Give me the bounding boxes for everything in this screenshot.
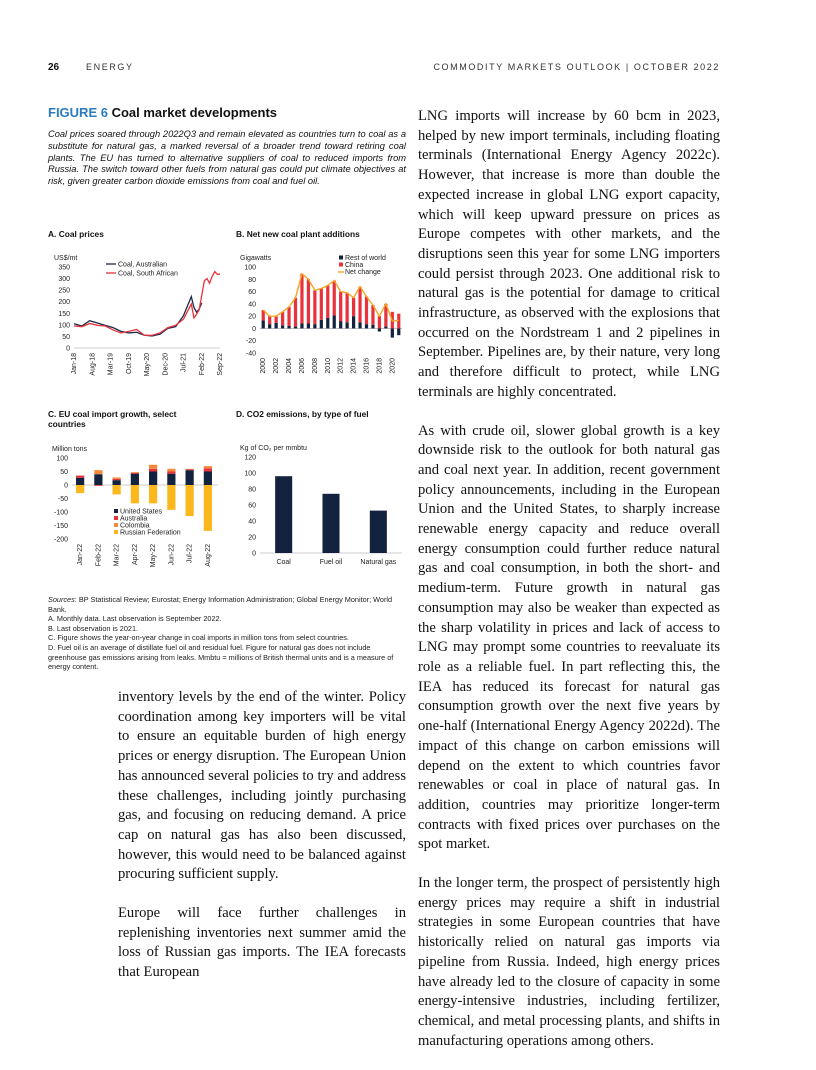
x-tick-label: May-20 <box>144 353 151 377</box>
note-c: C. Figure shows the year-on-year change in coal imports in million tons from select countries. <box>48 633 349 643</box>
y-tick-label: 150 <box>58 310 70 318</box>
bar-china <box>281 312 284 326</box>
chart-b-plant-additions <box>226 250 411 385</box>
legend-label: United States <box>120 508 163 516</box>
x-tick-label: Mar-22 <box>113 544 121 567</box>
bar-colombia <box>186 469 194 470</box>
bar-china <box>339 292 342 321</box>
y-tick-label: 0 <box>252 550 256 558</box>
bar-colombia <box>204 466 212 468</box>
bar-fuel-oil <box>322 494 339 553</box>
chart-d-co2 <box>226 442 411 577</box>
bar-rest-of-world <box>352 316 355 328</box>
x-tick-label: Natural gas <box>360 559 397 566</box>
y-tick-label: 40 <box>248 518 256 526</box>
x-tick-label: 2016 <box>363 358 371 374</box>
x-tick-label: Aug-22 <box>204 544 212 567</box>
bar-united-states <box>76 478 84 485</box>
y-tick-label: 120 <box>244 454 256 462</box>
legend-label: Rest of world <box>345 255 386 262</box>
sources-label: Sources <box>48 595 75 604</box>
legend-label: Coal, Australian <box>118 261 168 269</box>
y-axis-label: Kg of CO₂ per mmbtu <box>240 445 307 452</box>
x-tick-label: 2004 <box>286 358 294 374</box>
y-tick-label: 50 <box>62 333 70 341</box>
y-axis-label: Million tons <box>52 446 88 453</box>
bar-rest-of-world <box>378 328 381 331</box>
x-tick-label: 2010 <box>324 358 332 374</box>
x-tick-label: 2018 <box>376 358 384 374</box>
bar-russian-federation <box>113 485 121 494</box>
bar-china <box>313 290 316 324</box>
bar-china <box>365 296 368 324</box>
bar-china <box>378 316 381 328</box>
bar-china <box>294 298 297 327</box>
x-tick-label: 2012 <box>337 358 345 374</box>
bar-russian-federation <box>131 485 139 503</box>
x-tick-label: Aug-18 <box>89 353 97 376</box>
bar-rest-of-world <box>346 322 349 328</box>
bar-rest-of-world <box>391 328 394 337</box>
legend-swatch <box>339 263 343 267</box>
figure-description: Coal prices soared through 2022Q3 and remain elevated as countries turn to coal as a substitute for natural gas, a marked reversal of a broader trend toward retiring coal plants. The EU has turned to alternative suppliers of coal to reduced imports from Russia. The switch toward other fuels from natural gas could put climate objectives at risk, given greater carbon dioxide emissions from coal and fuel oil. <box>48 129 406 187</box>
bar-australia <box>94 485 102 486</box>
bar-china <box>307 279 310 323</box>
y-tick-label: 50 <box>60 469 68 476</box>
legend-label: Russian Federation <box>120 529 181 537</box>
bar-rest-of-world <box>268 324 271 328</box>
y-tick-label: 60 <box>248 502 256 510</box>
x-tick-label: Fuel oil <box>319 559 343 566</box>
sources-text: : BP Statistical Review; Eurostat; Energy Information Administration; Global Energy Monitor; World Bank. <box>48 595 393 614</box>
x-tick-label: Jul-22 <box>186 544 194 564</box>
y-tick-label: 0 <box>64 482 68 490</box>
bar-russian-federation <box>76 485 84 493</box>
bar-united-states <box>167 474 175 485</box>
x-tick-label: Jan-18 <box>71 353 78 375</box>
y-tick-label: -150 <box>53 523 68 530</box>
y-tick-label: 250 <box>58 287 70 295</box>
bar-united-states <box>186 470 194 485</box>
x-tick-label: Jan-22 <box>77 544 85 566</box>
legend-label: China <box>345 262 364 269</box>
bar-russian-federation <box>149 485 157 503</box>
y-tick-label: 100 <box>58 322 70 330</box>
note-b: B. Last observation is 2021. <box>48 623 139 633</box>
bar-rest-of-world <box>397 328 400 335</box>
paragraph: inventory levels by the end of the winter. Policy coordination among key importers will be vital to ensure an equitable burden of high energy prices or energy disruption. The European Union has announced several policies to try and address these challenges, including jointly purchasing gas, and focusing on reducing demand. A price cap on natural gas has also been discussed, however, this would need to be balanced against procuring sufficient supply. <box>118 689 406 883</box>
bar-russian-federation <box>204 485 212 531</box>
legend-label: Coal, South African <box>118 270 178 278</box>
bar-rest-of-world <box>333 316 336 329</box>
bar-china <box>300 274 303 324</box>
bar-china <box>320 289 323 320</box>
bar-united-states <box>113 480 121 485</box>
figure-title <box>48 105 277 120</box>
bar-colombia <box>149 465 157 469</box>
legend-label: Net change <box>345 269 381 276</box>
bar-colombia <box>94 470 102 474</box>
bar-china <box>268 316 271 324</box>
bar-china <box>287 307 290 326</box>
y-tick-label: -100 <box>53 509 68 517</box>
x-tick-label: Jul-21 <box>180 353 188 373</box>
paragraph: LNG imports will increase by 60 bcm in 2023, helped by new import terminals, including floating terminals (International Energy Agency 2022c). However, that increase is more than double the expected increase in global LNG export capacity, which will keep upward pressure on prices as Europe competes with other markets, and the disruptions seen this year for some LNG importers could persist through 2023. One additional risk to natural gas is the potential for damage to critical infrastructure, as observed with the explosions that occurred on the Nordstream 1 and 2 pipelines in September. Pipelines are, by their nature, very long and therefore difficult to protect, while LNG terminals are highly concentrated. <box>418 108 720 400</box>
figure-title-text: Coal market developments <box>111 105 278 120</box>
x-tick-label: 2008 <box>311 358 319 374</box>
bar-australia <box>131 473 139 474</box>
legend-label: Australia <box>120 515 148 523</box>
chart-b-title: B. Net new coal plant additions <box>236 229 360 239</box>
bar-china <box>275 316 278 323</box>
chart-d-title: D. CO2 emissions, by type of fuel <box>236 409 369 419</box>
y-tick-label: 350 <box>58 264 70 272</box>
bar-natural-gas <box>370 511 387 553</box>
y-tick-label: 60 <box>248 289 256 297</box>
bar-rest-of-world <box>371 325 374 329</box>
y-axis-label: Gigawatts <box>240 255 272 262</box>
x-tick-label: Feb-22 <box>95 544 103 567</box>
x-tick-label: Jun-22 <box>168 544 176 566</box>
bar-coal <box>275 476 292 553</box>
x-tick-label: May-22 <box>150 544 158 568</box>
x-tick-label: Coal <box>276 559 291 566</box>
x-tick-label: 2006 <box>298 358 306 374</box>
bar-rest-of-world <box>294 327 297 329</box>
section-name: ENERGY <box>86 62 134 72</box>
paragraph: Europe will face further challenges in replenishing inventories next summer amid the loss of Russian gas imports. The IEA forecasts that European <box>118 905 406 981</box>
bar-united-states <box>131 474 139 485</box>
bar-australia <box>167 472 175 474</box>
bar-colombia <box>131 472 139 473</box>
figure-label: FIGURE 6 <box>48 105 108 120</box>
bar-rest-of-world <box>326 318 329 328</box>
bar-rest-of-world <box>339 321 342 328</box>
bar-colombia <box>167 469 175 472</box>
y-tick-label: 20 <box>248 313 256 321</box>
legend-swatch <box>114 530 118 534</box>
x-tick-label: 2020 <box>389 358 397 374</box>
legend-swatch <box>339 256 343 260</box>
bar-rest-of-world <box>365 324 368 328</box>
running-title: COMMODITY MARKETS OUTLOOK | OCTOBER 2022 <box>433 62 720 72</box>
paragraph: In the longer term, the prospect of persistently high energy prices may require a shift in industrial strategies in some European countries that have historically relied on natural gas imports via pipeline from Russia. Indeed, high energy prices have already led to the closure of capacity in some energy-intensive industries, including fertilizer, chemical, and metal processing plants, and shifts in manufacturing operations among others. <box>418 875 720 1049</box>
y-tick-label: 20 <box>248 534 256 542</box>
bar-rest-of-world <box>262 320 265 328</box>
bar-rest-of-world <box>384 327 387 329</box>
y-tick-label: 200 <box>58 299 70 307</box>
x-tick-label: 2014 <box>350 358 358 374</box>
bar-colombia <box>113 477 121 478</box>
bar-china <box>352 298 355 316</box>
y-tick-label: 300 <box>58 276 70 284</box>
x-tick-label: Feb-22 <box>198 353 206 376</box>
bar-united-states <box>94 474 102 485</box>
bar-rest-of-world <box>287 326 290 328</box>
bar-united-states <box>204 472 212 486</box>
y-axis-label: US$/mt <box>54 255 78 262</box>
figure-notes <box>48 595 408 672</box>
legend-swatch <box>114 523 118 527</box>
chart-c-eu-imports <box>40 442 230 577</box>
y-tick-label: -20 <box>245 338 256 346</box>
y-tick-label: -50 <box>57 496 68 503</box>
right-column-text <box>418 107 720 1070</box>
y-tick-label: 0 <box>66 345 70 353</box>
chart-c-title: C. EU coal import growth, select countries <box>48 409 177 429</box>
x-tick-label: 2002 <box>273 358 281 374</box>
bar-russian-federation <box>167 485 175 510</box>
bar-rest-of-world <box>275 323 278 329</box>
bar-australia <box>76 476 84 478</box>
x-tick-label: Apr-22 <box>131 544 139 566</box>
legend-label: Colombia <box>120 522 150 530</box>
bar-china <box>333 281 336 316</box>
x-tick-label: Oct-19 <box>125 353 133 375</box>
y-tick-label: 40 <box>248 301 256 309</box>
bar-australia <box>204 468 212 471</box>
y-tick-label: 80 <box>248 486 256 494</box>
note-d: D. Fuel oil is an average of distillate fuel oil and residual fuel. Figure for natural gas does not include greenhouse gas emissions arising from leaks. Mmbtu = millions of British thermal units and is a measure of energy content. <box>48 642 394 672</box>
bar-rest-of-world <box>300 324 303 329</box>
bar-rest-of-world <box>320 320 323 329</box>
y-tick-label: 100 <box>56 455 68 463</box>
x-tick-label: Dec-20 <box>162 353 170 376</box>
x-tick-label: 2000 <box>260 358 268 374</box>
y-tick-label: -40 <box>245 350 256 358</box>
y-tick-label: 100 <box>244 470 256 478</box>
bar-rest-of-world <box>307 324 310 329</box>
bar-rest-of-world <box>358 322 361 328</box>
y-tick-label: 80 <box>248 276 256 284</box>
y-tick-label: -200 <box>53 536 68 544</box>
legend-swatch <box>114 516 118 520</box>
x-tick-label: Sep-22 <box>217 353 224 376</box>
page-number: 26 <box>48 62 60 73</box>
left-column-text <box>118 688 406 1002</box>
x-tick-label: Mar-19 <box>107 353 115 376</box>
bar-rest-of-world <box>281 325 284 328</box>
bar-china <box>326 285 329 318</box>
line-series-1 <box>74 272 220 336</box>
bar-australia <box>186 469 194 470</box>
y-tick-label: 100 <box>244 264 256 272</box>
y-tick-label: 0 <box>252 325 256 333</box>
bar-rest-of-world <box>313 324 316 328</box>
chart-a-coal-prices <box>48 250 228 385</box>
paragraph: As with crude oil, slower global growth is a key downside risk to the outlook for both natural gas and coal next year. In addition, recent government policy announcements, including in the European Union and the United States, to sharply increase renewable energy capacity and reduce overall energy consumption could further reduce natural gas and coal consumption, in both the short- and medium-term. Future growth in natural gas consumption may also be weaker than expected as the sharp volatility in prices and lack of access to LNG may prompt some countries to reevaluate its role as a reliable fuel. In part reflecting this, the IEA has reduced its forecast for natural gas consumption growth over the next five years by one-half (International Energy Agency 2022d). The impact of this change on carbon emissions will depend on the extent to which countries favor renewables or coal in place of natural gas. In addition, countries may prioritize longer-term contracts with fixed prices over purchases on the spot market. <box>418 422 720 853</box>
bar-united-states <box>149 472 157 486</box>
chart-a-title: A. Coal prices <box>48 229 104 239</box>
bar-china <box>346 293 349 322</box>
legend-swatch <box>114 509 118 513</box>
note-a: A. Monthly data. Last observation is September 2022. <box>48 614 222 624</box>
bar-china <box>358 287 361 323</box>
bar-russian-federation <box>186 485 194 516</box>
bar-australia <box>113 479 121 480</box>
bar-australia <box>149 469 157 472</box>
